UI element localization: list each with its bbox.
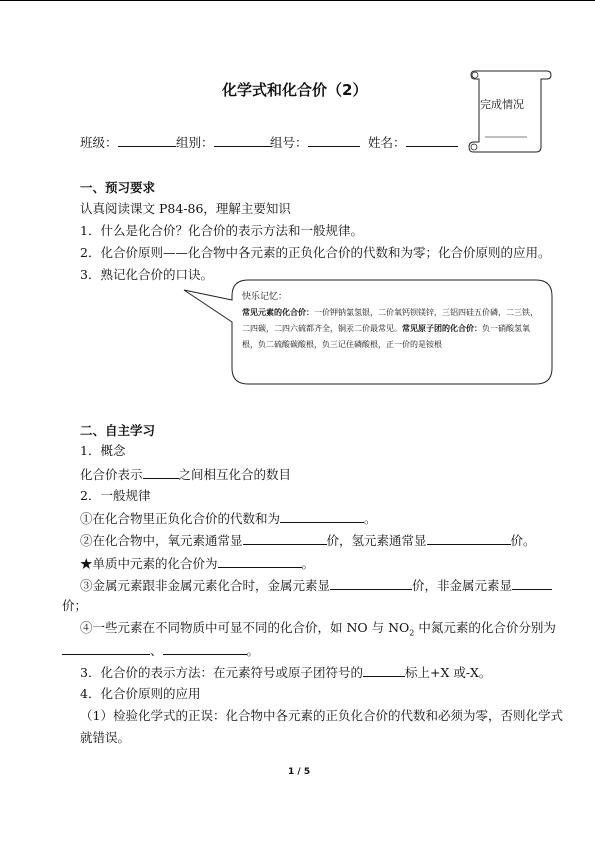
rule2-pre: ②在化合物中，氧元素通常显: [80, 533, 243, 548]
name-field[interactable]: [368, 134, 458, 151]
class-blank[interactable]: [118, 134, 176, 147]
section1-item: 3．熟记化合价的口诀。: [80, 267, 213, 282]
rule1-blank[interactable]: [280, 510, 364, 523]
rule2-mid: 价，氢元素通常显: [326, 533, 427, 548]
section1-item: 1．什么是化合价？化合价的表示方法和一般规律。: [80, 223, 363, 238]
page-number: 1 / 5: [288, 767, 311, 777]
rule4-sep: 、: [150, 643, 163, 658]
section1-item: 2．化合价原则——化合物中各元素的正负化合价的代数和为零；化合价原则的应用。: [80, 245, 551, 260]
rule2-post: 价。: [510, 533, 536, 548]
notation-blank[interactable]: [363, 664, 405, 677]
class-label: 班级：: [80, 135, 118, 150]
notation-post: 标上+X 或-X。: [404, 665, 492, 680]
class-field[interactable]: [80, 134, 176, 151]
rule-star-post: 。: [301, 556, 315, 571]
memory-bubble: [242, 289, 544, 353]
name-label: 姓名：: [368, 135, 406, 150]
section2-heading: 二、自主学习: [80, 423, 156, 438]
principle-1-cont: 就错误。: [80, 730, 131, 745]
rule3-pre: ③金属元素跟非金属元素化合时，金属元素显: [80, 578, 331, 593]
rule-star-pre: ★单质中元素的化合价为: [80, 556, 218, 571]
rule-star-blank[interactable]: [218, 555, 302, 568]
top-rule: [0, 0, 595, 1]
rule3-line: [80, 577, 552, 594]
radical-label: 常见原子团的化合价：: [402, 324, 482, 333]
group-label: 组别：: [176, 135, 214, 150]
rule-star-line: [80, 555, 314, 572]
group-field[interactable]: [176, 134, 272, 151]
rule1-line: [80, 510, 377, 527]
rule2-line: [80, 532, 536, 549]
rule3-end: 价；: [62, 598, 88, 613]
rule1-pre: ①在化合物里正负化合价的代数和为: [80, 511, 281, 526]
rule4-blank-no[interactable]: [62, 642, 150, 655]
common-label: 常见元素的化合价：: [242, 308, 314, 317]
concept-blank[interactable]: [143, 466, 179, 479]
concept-heading: 1．概念: [80, 443, 126, 458]
memory-body: [242, 305, 544, 353]
radical-text: 负一硝酸氢氧根，负二硫酸碳酸根，负三记住磷酸根，正一价的是铵根: [242, 324, 530, 349]
common-text: 一价钾钠氯氢银，二价氧钙钡镁锌，三铝四硅五价磷，二三铁，二四碳，二四六硫都齐全，铜汞二价最常见。: [242, 308, 538, 333]
rule3-blank-metal[interactable]: [330, 577, 412, 590]
rule2-blank-oxygen[interactable]: [243, 532, 327, 545]
rule4-end: 。: [246, 643, 260, 658]
concept-pre: 化合价表示: [80, 467, 143, 482]
number-field[interactable]: [270, 134, 360, 151]
rule4-blank-no2[interactable]: [163, 642, 247, 655]
section1-intro: 认真阅读课文 P84-86，理解主要知识: [80, 201, 291, 216]
rule3-mid: 价，非金属元素显: [412, 578, 513, 593]
principle-heading: 4．化合价原则的应用: [80, 686, 201, 701]
concept-line: [80, 466, 291, 483]
notation-pre: 3．化合价的表示方法：在元素符号或原子团符号的: [80, 665, 363, 680]
notation-line: [80, 664, 491, 681]
rule4-subscript: 2: [409, 628, 415, 638]
rule4-pre: ④一些元素在不同物质中可显不同的化合价，如 NO 与 NO: [80, 620, 410, 635]
page-title: 化学式和化合价（2）: [222, 81, 368, 99]
rule1-post: 。: [364, 511, 377, 526]
section1-heading: 一、预习要求: [80, 180, 156, 195]
rule4-line: [80, 620, 556, 642]
rule4-post: 中氮元素的化合价分别为: [414, 620, 556, 635]
name-blank[interactable]: [406, 134, 458, 147]
principle-1: （1）检验化学式的正误：化合物中各元素的正负化合价的代数和必须为零，否则化学式: [80, 708, 563, 723]
rules-heading: 2．一般规律: [80, 488, 151, 503]
number-label: 组号：: [270, 135, 308, 150]
rule3-blank-nonmetal[interactable]: [512, 577, 552, 590]
memory-title: 快乐记忆：: [242, 292, 288, 302]
completion-label: 完成情况: [480, 98, 524, 111]
group-blank[interactable]: [214, 134, 272, 147]
number-blank[interactable]: [308, 134, 360, 147]
rule4-answer-line: [62, 642, 259, 659]
rule2-blank-hydrogen[interactable]: [427, 532, 511, 545]
concept-post: 之间相互化合的数目: [178, 467, 292, 482]
